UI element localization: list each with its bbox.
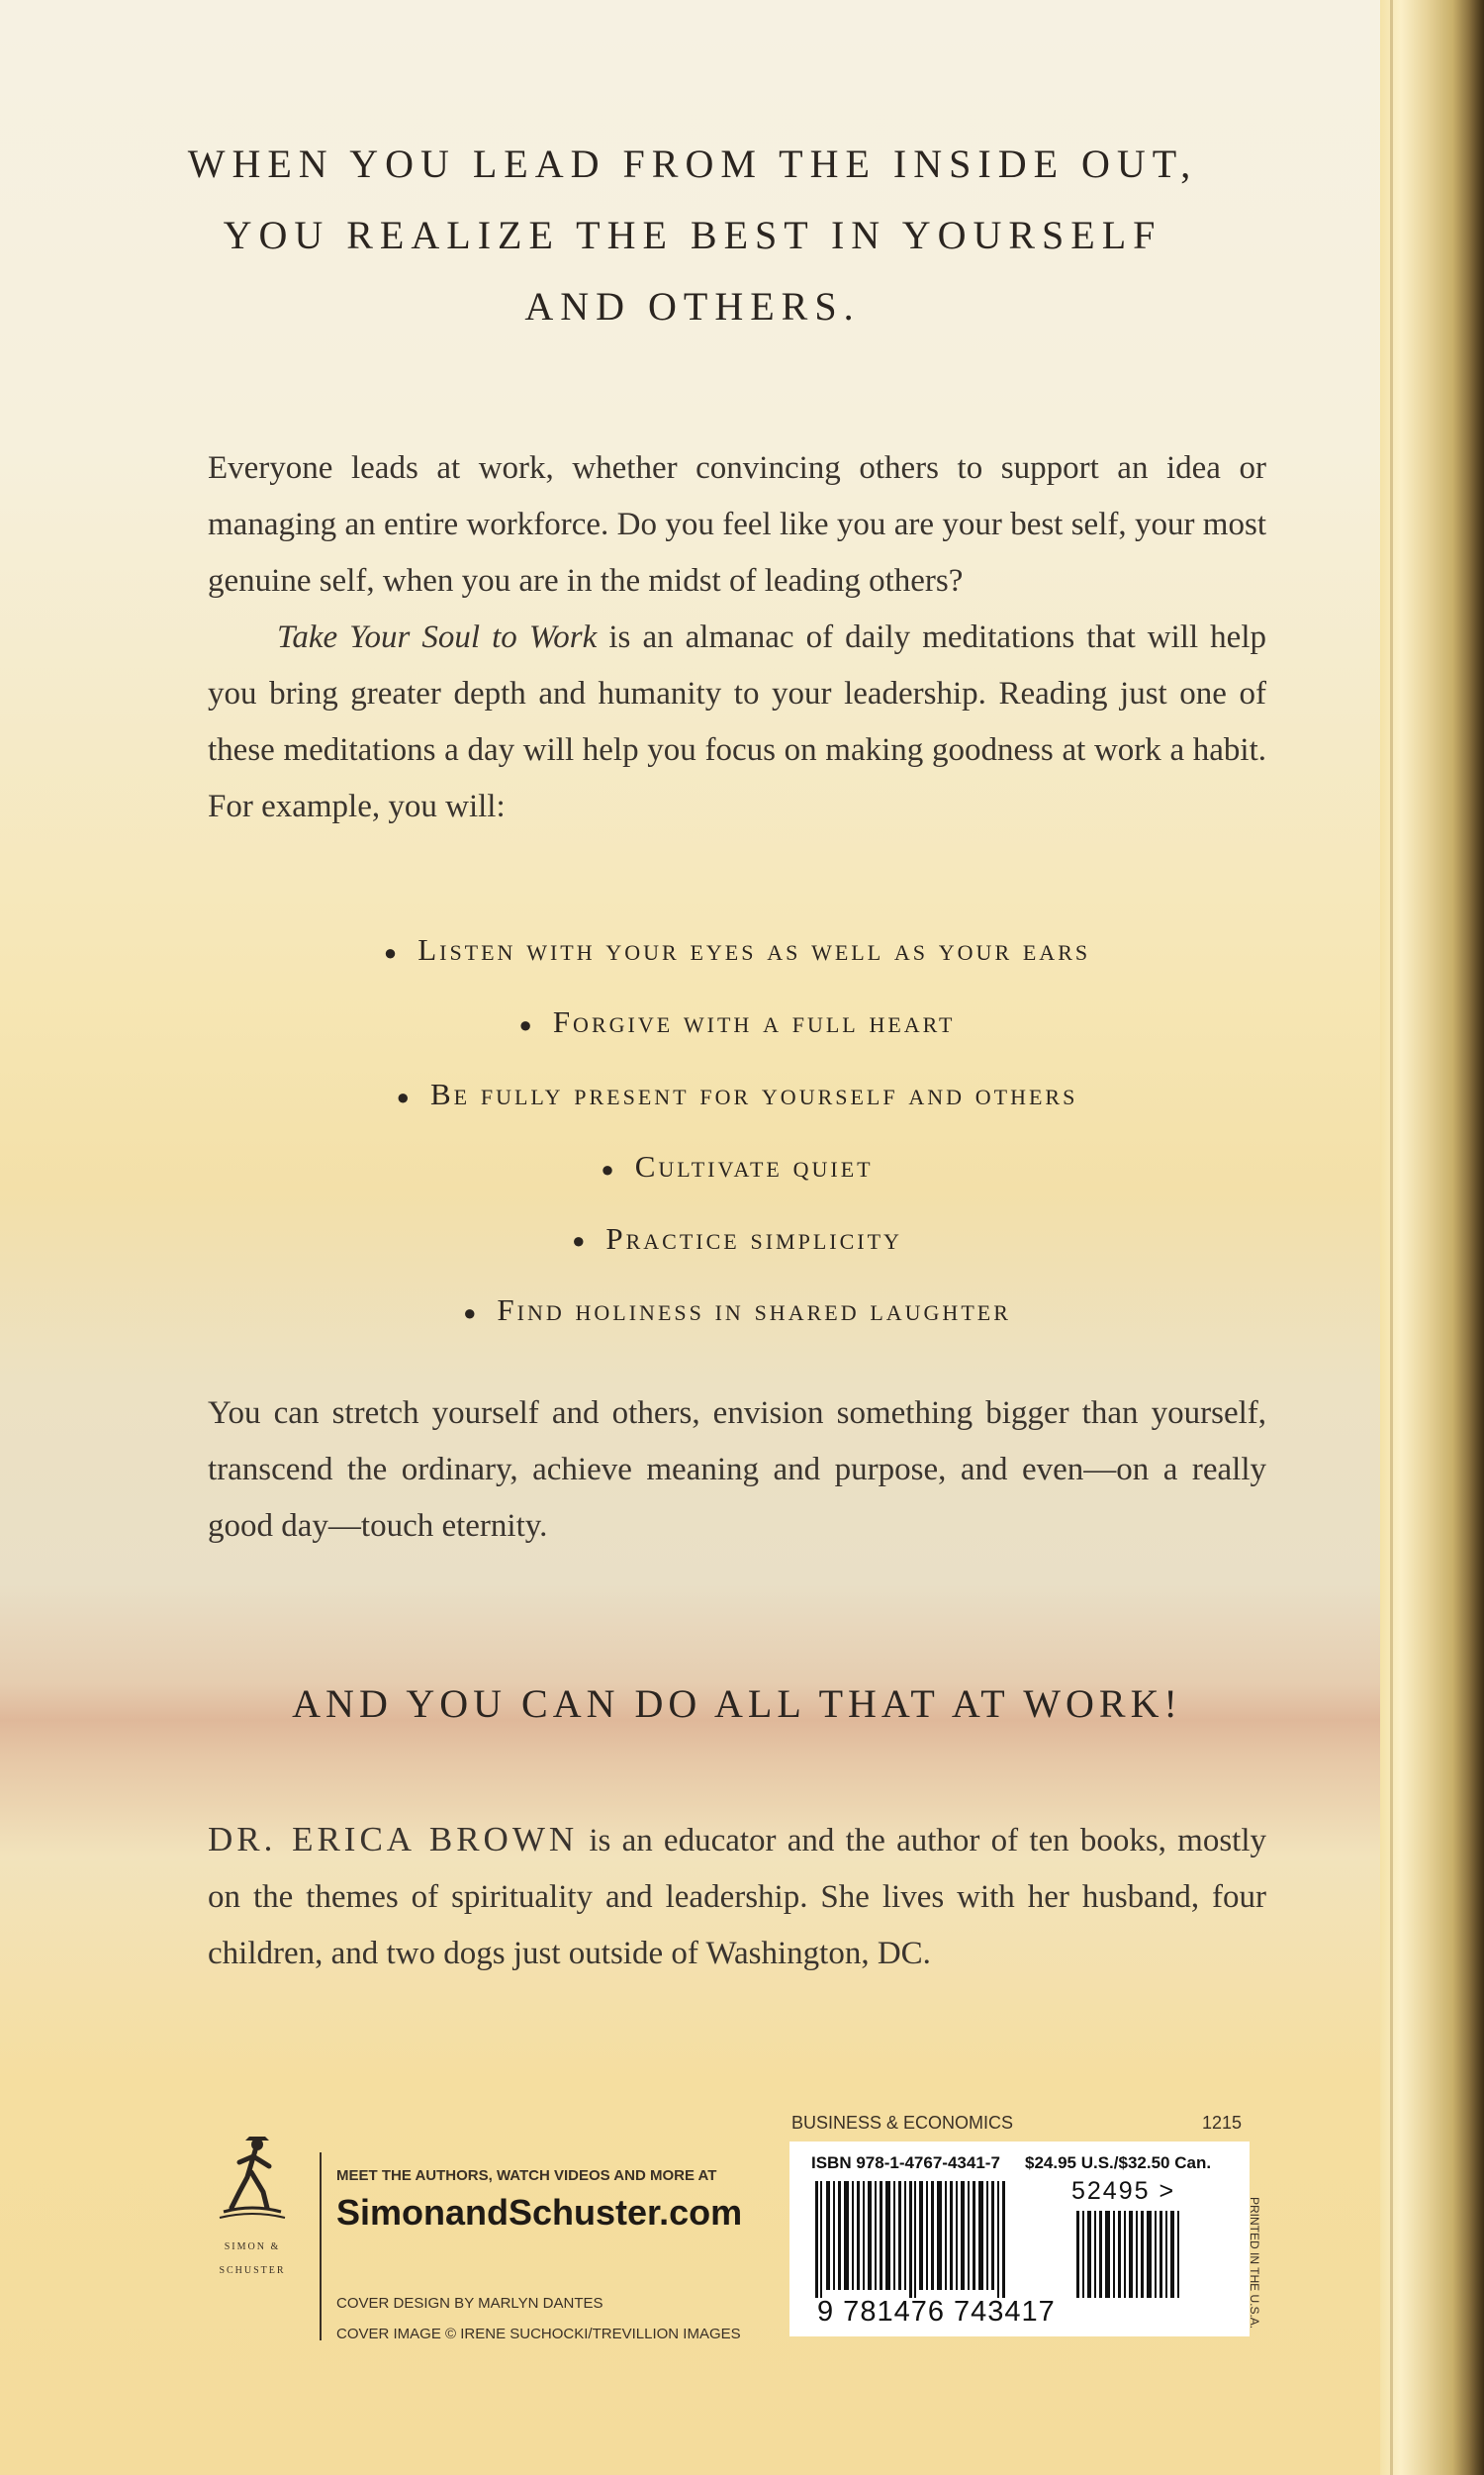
promo-block (336, 2167, 752, 2234)
barcode-box (789, 2142, 1250, 2336)
list-item: ● Practice simplicity (572, 1220, 902, 1256)
isbn-digits: 9 781476 743417 (817, 2296, 1056, 2328)
footer-divider (320, 2152, 322, 2340)
list-item: ● Cultivate quiet (601, 1148, 874, 1184)
headline-line-2: YOU REALIZE THE BEST IN YOURSELF (223, 213, 1162, 257)
publisher-logo (193, 2133, 312, 2283)
promo-url-link[interactable]: SimonandSchuster.com (336, 2192, 743, 2233)
code-number: 1215 (1202, 2113, 1243, 2133)
bullet-icon: ● (601, 1156, 617, 1182)
credit-design: COVER DESIGN BY MARLYN DANTES (336, 2295, 603, 2312)
list-item: ● Forgive with a full heart (518, 1003, 956, 1039)
publisher-name: SIMON & SCHUSTER (219, 2241, 286, 2276)
bullet-icon: ● (396, 1084, 413, 1109)
credit-image: COVER IMAGE © IRENE SUCHOCKI/TREVILLION IMAGES (336, 2326, 741, 2342)
list-item: ● Be fully present for yourself and others (396, 1076, 1078, 1111)
headline-line-3: AND OTHERS. (524, 284, 861, 329)
author-bio-text: is an educator and the author of ten books, mostly on the themes of spirituality and leadership. She lives with her husband, four children, and two dogs just outside of Washington, DC. (208, 1823, 1266, 1971)
addon-number: 52495 > (1071, 2177, 1176, 2205)
bullet-icon: ● (572, 1228, 589, 1254)
book-title: Take Your Soul to Work (277, 619, 598, 655)
closing-line: AND YOU CAN DO ALL THAT AT WORK! (292, 1681, 1182, 1726)
benefits-list (208, 915, 1266, 1348)
bullet-icon: ● (518, 1011, 535, 1037)
intro-text (208, 440, 1266, 835)
intro-paragraph-2-text: is an almanac of daily meditations that will help you bring greater depth and humanity to your leadership. Reading just one of these meditations a day will help you focus on making goodness at work a habit. For example, you will: (208, 619, 1267, 824)
bullet-icon: ● (383, 939, 401, 965)
category-label: BUSINESS & ECONOMICS (791, 2113, 1014, 2133)
list-item: ● Find holiness in shared laughter (463, 1292, 1011, 1328)
printed-in-usa: PRINTED IN THE U.S.A. (1248, 2197, 1261, 2330)
headline (148, 129, 1237, 342)
price-text: $24.95 U.S./$32.50 Can. (1025, 2153, 1212, 2172)
intro-paragraph-2 (208, 610, 1266, 835)
cover-credits (336, 2288, 741, 2349)
bullet-icon: ● (463, 1300, 480, 1326)
intro-paragraph-1: Everyone leads at work, whether convincing others to support an idea or managing an entire workforce. Do you feel like you are your best self, your most genuine self, when you are in the midst of leading others? (208, 450, 1266, 599)
author-name: DR. ERICA BROWN (208, 1820, 579, 1858)
headline-line-1: WHEN YOU LEAD FROM THE INSIDE OUT, (187, 142, 1198, 186)
spine-edge (1390, 0, 1393, 2475)
author-bio (208, 1811, 1266, 1982)
book-spine (1380, 0, 1484, 2475)
stretch-paragraph: You can stretch yourself and others, envision something bigger than yourself, transcend the ordinary, achieve meaning and purpose, and even—on a really good day—touch eternity. (208, 1395, 1266, 1544)
list-item: ● Listen with your eyes as well as your ears (383, 932, 1091, 967)
promo-text: MEET THE AUTHORS, WATCH VIDEOS AND MORE AT (336, 2167, 717, 2184)
isbn-text: ISBN 978-1-4767-4341-7 (811, 2153, 1000, 2172)
footer (193, 2098, 1281, 2425)
sower-icon (218, 2133, 287, 2222)
